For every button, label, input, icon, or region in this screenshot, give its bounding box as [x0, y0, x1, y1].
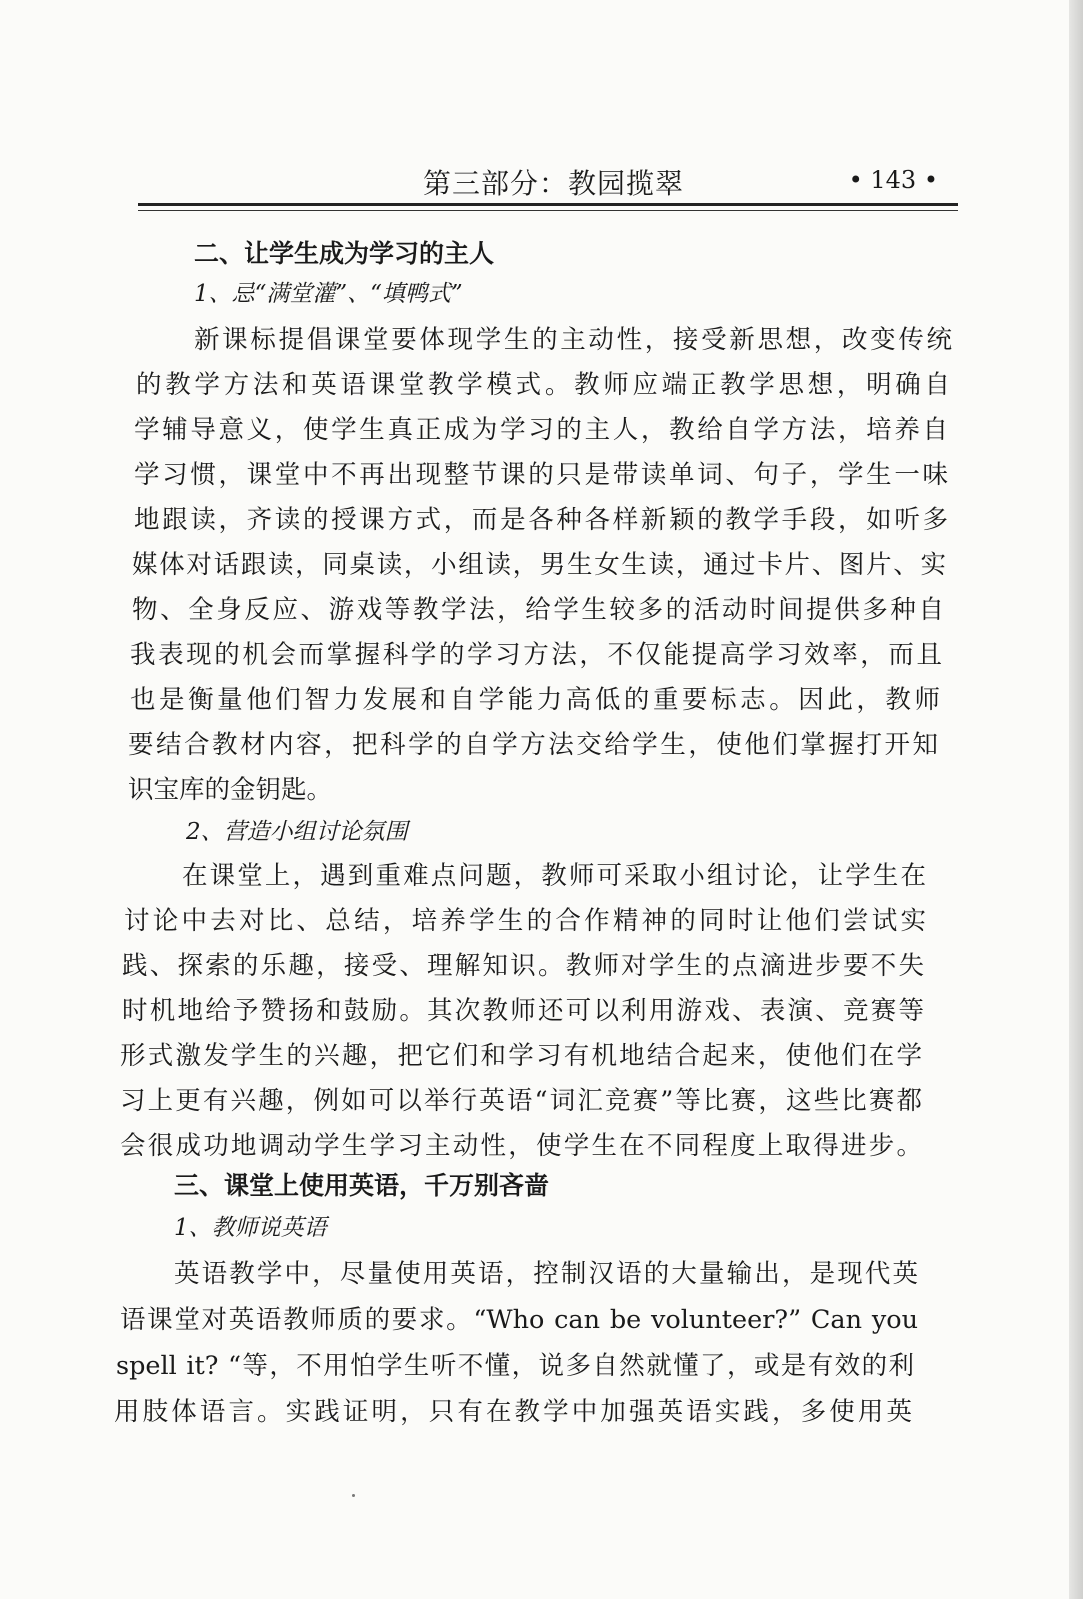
header-title: 第三部分：教园揽翠 [423, 167, 685, 200]
paragraph-line: 时机地给予赞扬和鼓励。其次教师还可以利用游戏、表演、竞赛等 [122, 996, 924, 1026]
section-heading: 三、课堂上使用英语，千万别吝啬 [174, 1171, 550, 1200]
paragraph-line: 在课堂上，遇到重难点问题，教师可采取小组讨论，让学生在 [182, 861, 926, 891]
paragraph-line: 的教学方法和英语课堂教学模式。教师应端正教学思想，明确自 [136, 370, 950, 400]
paragraph-line: 要结合教材内容，把科学的自学方法交给学生，使他们掌握打开知 [128, 730, 938, 760]
paragraph-line: 媒体对话跟读，同桌读，小组读，男生女生读，通过卡片、图片、实 [132, 550, 946, 580]
paragraph-line: 学辅导意义，使学生真正成为学习的主人，教给自学方法，培养自 [134, 415, 948, 445]
paragraph-line: 新课标提倡课堂要体现学生的主动性，接受新思想，改变传统 [194, 325, 952, 355]
paragraph-line: 践、探索的乐趣，接受、理解知识。教师对学生的点滴进步要不失 [122, 951, 924, 981]
paragraph-line: 也是衡量他们智力发展和自学能力高低的重要标志。因此，教师 [130, 685, 940, 715]
paragraph-line: 用肢体语言。实践证明，只有在教学中加强英语实践，多使用英 [114, 1397, 912, 1427]
subsection-heading: 1、忌“满堂灌”、“填鸭式” [194, 281, 463, 307]
paragraph-line: 地跟读，齐读的授课方式，而是各种各样新颖的教学手段，如听多 [134, 505, 948, 535]
paragraph-line: 我表现的机会而掌握科学的学习方法，不仅能提高学习效率，而且 [130, 640, 942, 670]
paragraph-line: 识宝库的金钥匙。 [128, 775, 333, 805]
subsection-heading: 1、教师说英语 [174, 1215, 327, 1241]
page-edge-shadow [1069, 0, 1083, 1599]
paragraph-line: 学习惯，课堂中不再出现整节课的只是带读单词、句子，学生一味 [134, 460, 948, 490]
paragraph-line: 形式激发学生的兴趣，把它们和学习有机地结合起来，使他们在学 [120, 1041, 922, 1071]
section-heading: 二、让学生成为学习的主人 [194, 239, 495, 268]
scan-speck [352, 1494, 355, 1497]
subsection-heading: 2、营造小组讨论氛围 [186, 819, 408, 845]
paragraph-line: 讨论中去对比、总结，培养学生的合作精神的同时让他们尝试实 [124, 906, 926, 936]
page-number: • 143 • [848, 166, 938, 194]
paragraph-line: 英语教学中，尽量使用英语，控制汉语的大量输出，是现代英 [174, 1259, 918, 1289]
paragraph-line: 语课堂对英语教师质的要求。“Who can be volunteer?” Can you [120, 1305, 918, 1335]
header-rule-thin [138, 210, 958, 211]
running-header [138, 158, 958, 198]
paragraph-line: 习上更有兴趣，例如可以举行英语“词汇竞赛”等比赛，这些比赛都 [120, 1086, 922, 1116]
paragraph-line: 会很成功地调动学生学习主动性，使学生在不同程度上取得进步。 [120, 1131, 922, 1161]
header-rule-thick [138, 203, 958, 206]
paragraph-line: 物、全身反应、游戏等教学法，给学生较多的活动时间提供多种自 [132, 595, 944, 625]
paragraph-line: spell it? “等，不用怕学生听不懂，说多自然就懂了，或是有效的利 [116, 1351, 914, 1381]
